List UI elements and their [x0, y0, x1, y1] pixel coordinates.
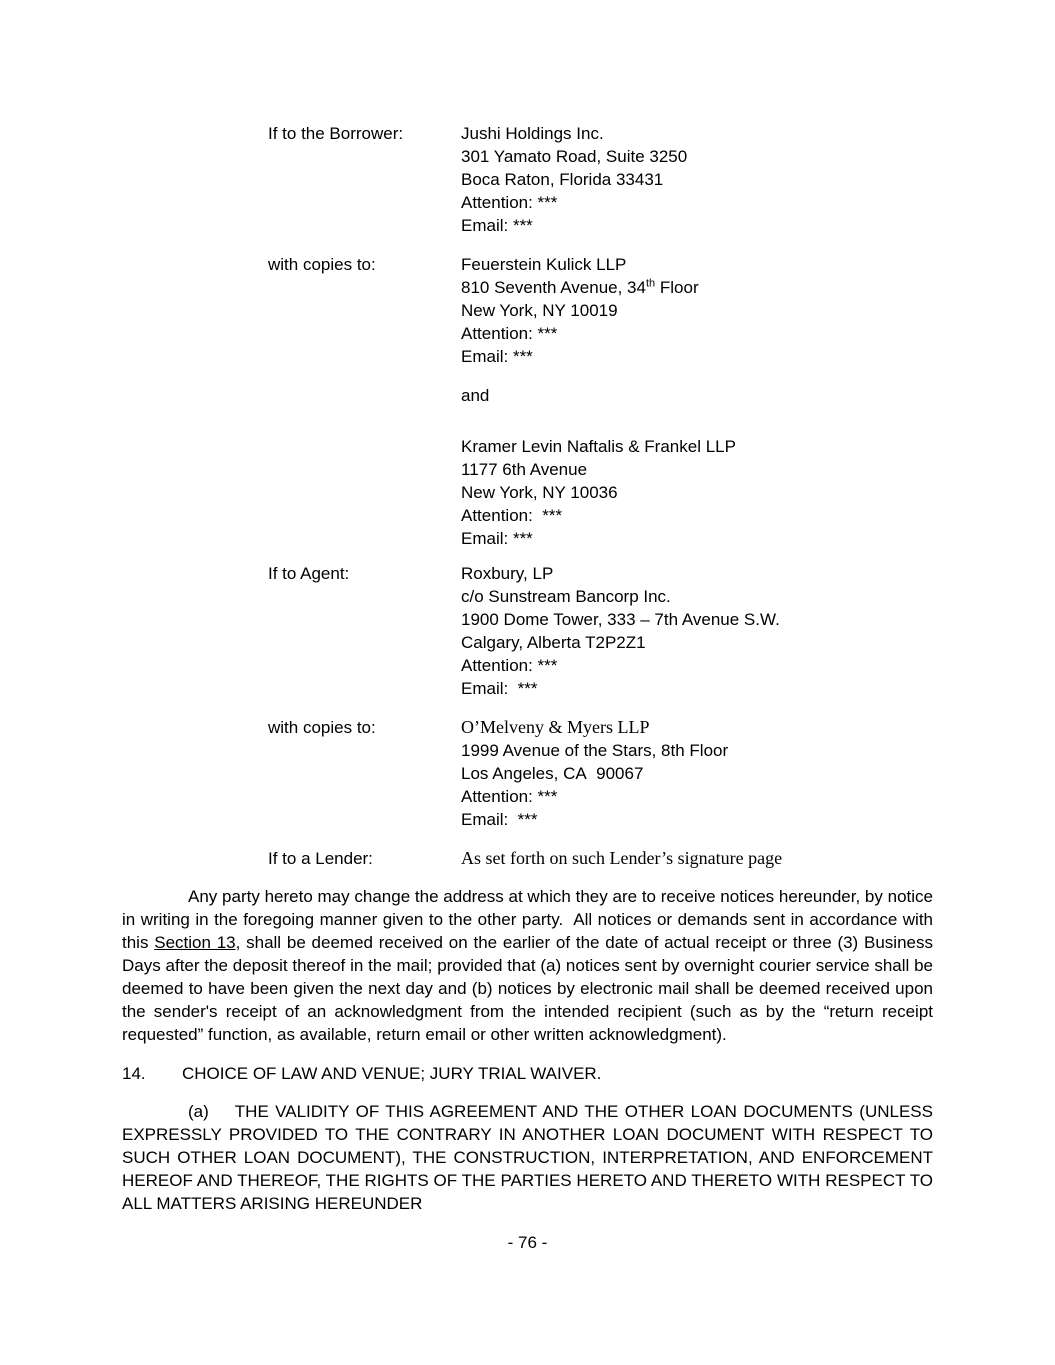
notice-row: [268, 716, 933, 831]
notice-row: [268, 435, 933, 550]
section-13-reference: Section 13: [154, 933, 236, 952]
notice-label: If to the Borrower:: [268, 124, 404, 143]
section-number: 14.: [122, 1064, 146, 1083]
notice-line: Email: ***: [461, 347, 533, 366]
notice-line: New York, NY 10036: [461, 483, 618, 502]
notice-line: Attention: ***: [461, 506, 563, 525]
notice-value: [461, 435, 933, 550]
notice-row: [268, 384, 933, 407]
page-number: - 76 -: [507, 1233, 548, 1252]
notice-line: Feuerstein Kulick LLP: [461, 255, 627, 274]
notice-line: O’Melveny & Myers LLP: [461, 717, 650, 737]
notice-line: Roxbury, LP: [461, 564, 554, 583]
notice-line: 1900 Dome Tower, 333 – 7th Avenue S.W.: [461, 610, 780, 629]
notice-line: As set forth on such Lender’s signature page: [461, 848, 783, 868]
notice-value: [461, 122, 933, 237]
subsection-marker: (a): [188, 1102, 209, 1121]
paragraph-text: THE VALIDITY OF THIS AGREEMENT AND THE OTHER LOAN DOCUMENTS (UNLESS EXPRESSLY PROVIDED TO THE CONTRARY IN ANOTHER LOAN DOCUMENT WITH RESPECT TO SUCH OTHER LOAN DOCUMENT), THE CONSTRUCTION, INTERPRETATION, AND ENFORCEMENT HEREOF AND THEREOF, THE RIGHTS OF THE PARTIES HERETO AND THERETO WITH RESPECT TO ALL MATTERS ARISING HEREUNDER: [122, 1102, 933, 1213]
notice-line: Jushi Holdings Inc.: [461, 124, 604, 143]
notice-row: [268, 122, 933, 237]
notice-line: 1177 6th Avenue: [461, 460, 588, 479]
notice-label: [268, 435, 461, 550]
notice-value: [461, 847, 933, 870]
notice-line: Email: ***: [461, 216, 533, 235]
notice-line: 810 Seventh Avenue, 34th Floor: [461, 277, 699, 297]
notice-line: Boca Raton, Florida 33431: [461, 170, 664, 189]
notice-line: Email: ***: [461, 810, 538, 829]
notice-row: [268, 253, 933, 368]
notice-line: Email: ***: [461, 529, 533, 548]
notice-change-paragraph: [122, 885, 933, 1046]
notice-value: [461, 253, 933, 368]
notice-label: [268, 384, 461, 407]
notice-value: [461, 384, 933, 407]
paragraph-text: Any party hereto may change the address at which they are to receive notices hereunder, by notice in writing in the foregoing manner given to the other party. All notices or demands sent in accordance with this: [122, 887, 933, 952]
notice-line: Los Angeles, CA 90067: [461, 764, 644, 783]
notice-line: Kramer Levin Naftalis & Frankel LLP: [461, 437, 736, 456]
notice-table: [268, 122, 933, 870]
notice-line: Calgary, Alberta T2P2Z1: [461, 633, 646, 652]
paragraph-text: , shall be deemed received on the earlier of the date of actual receipt or three (3) Business Days after the deposit thereof in the mail; provided that (a) notices sent by overnight courier service shall be deemed to have been given the next day and (b) notices by electronic mail shall be deemed received upon the sender's receipt of an acknowledgment from the intended recipient (such as by the “return receipt requested” function, as available, return email or other written acknowledgment).: [122, 933, 933, 1044]
notice-line: 301 Yamato Road, Suite 3250: [461, 147, 688, 166]
notice-line: New York, NY 10019: [461, 301, 618, 320]
notice-line: Attention: ***: [461, 656, 558, 675]
section-14a-paragraph: [122, 1100, 933, 1215]
notice-row: [268, 562, 933, 700]
notice-label: with copies to:: [268, 255, 376, 274]
section-14-heading: [122, 1062, 933, 1085]
superscript-ordinal: th: [645, 277, 656, 290]
notice-line: 1999 Avenue of the Stars, 8th Floor: [461, 741, 729, 760]
notice-line: c/o Sunstream Bancorp Inc.: [461, 587, 671, 606]
notice-line: Attention: ***: [461, 787, 558, 806]
notice-value: [461, 562, 933, 700]
section-title: CHOICE OF LAW AND VENUE; JURY TRIAL WAIVER.: [182, 1064, 602, 1083]
notice-line: and: [461, 386, 490, 405]
notice-value: [461, 716, 933, 831]
notice-line: Attention: ***: [461, 193, 558, 212]
notice-label: with copies to:: [268, 718, 376, 737]
notice-label: If to Agent:: [268, 564, 350, 583]
notice-line: Email: ***: [461, 679, 538, 698]
notice-label: If to a Lender:: [268, 849, 373, 868]
notice-line: Attention: ***: [461, 324, 558, 343]
notice-row: [268, 847, 933, 870]
